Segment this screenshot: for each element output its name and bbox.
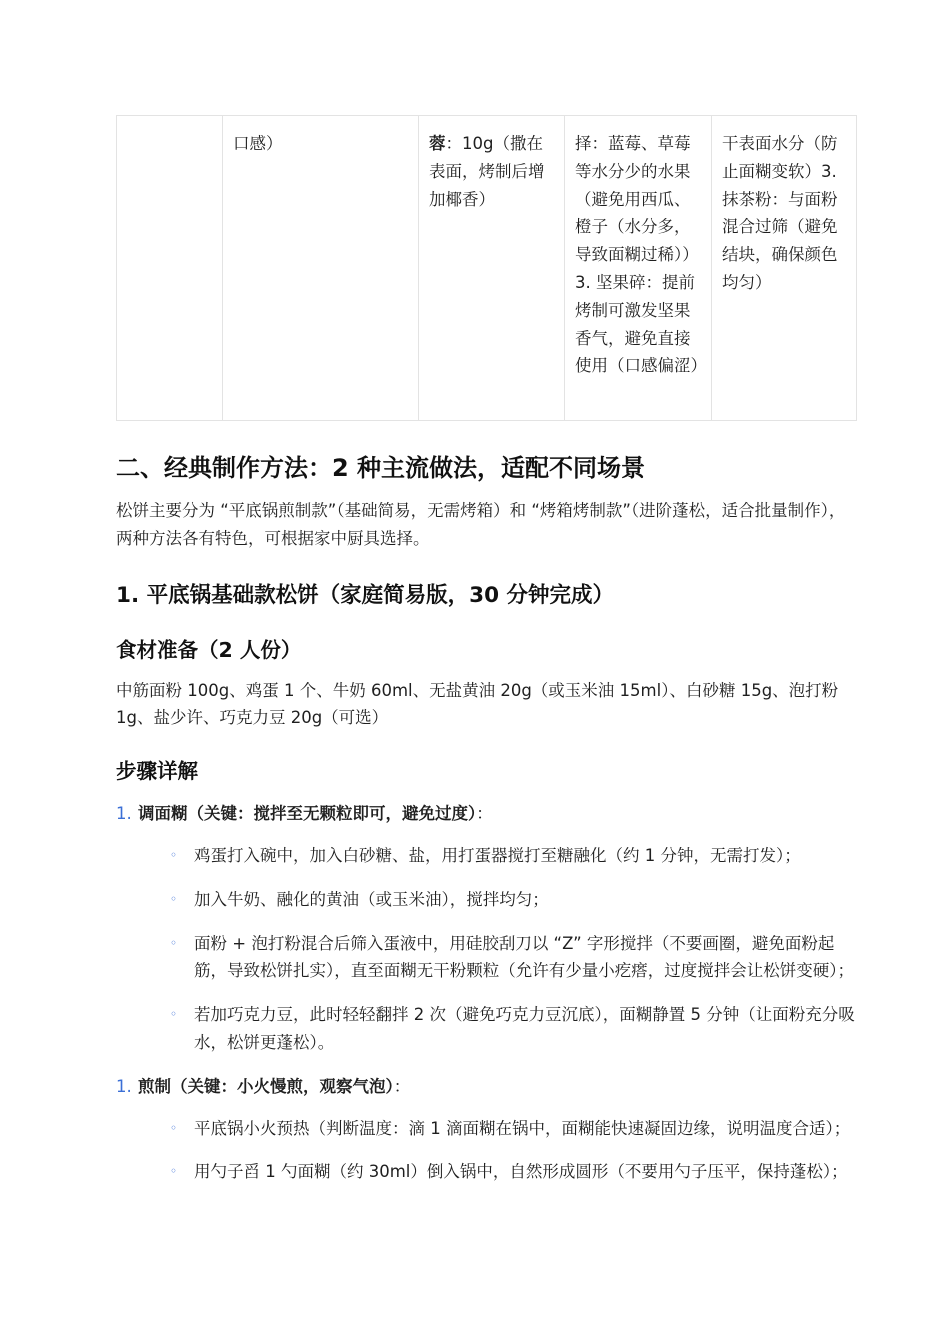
steps-heading: 步骤详解 [116, 759, 198, 784]
bullet-icon: ◦ [170, 1007, 178, 1022]
ingredients-heading: 食材准备（2 人份） [116, 637, 302, 662]
bullet-icon: ◦ [170, 847, 178, 862]
substep-list [138, 842, 856, 1057]
document-content [116, 115, 856, 1186]
bullet-icon: ◦ [170, 891, 178, 906]
bullet-icon: ◦ [170, 935, 178, 950]
list-item: ◦ 若加巧克力豆，此时轻轻翻拌 2 次（避免巧克力豆沉底），面糊静置 5 分钟（让面粉充分吸水，松饼更蓬松）。 [138, 1001, 856, 1057]
method-heading: 1. 平底锅基础款松饼（家庭简易版，30 分钟完成） [116, 582, 615, 608]
table-cell: 口感） [223, 116, 419, 421]
step-item: 1. 煎制（关键：小火慢煎，观察气泡）： ◦ 平底锅小火预热（判断温度：滴 1 滴面糊在锅中，面糊能快速凝固边缘，说明温度合适）； ◦ 用勺子舀 1 勺面糊（约 30ml）倒入锅中，自然形成圆形（不要用勺子压平，保持蓬松）； [116, 1073, 856, 1186]
table-cell: 择：蓝莓、草莓等水分少的水果（避免用西瓜、橙子（水分多，导致面糊过稀））3. 坚果碎：提前烤制可激发坚果香气，避免直接使用（口感偏涩） [565, 116, 712, 421]
table-cell: 蓉：10g（撒在表面，烤制后增加椰香） [419, 116, 565, 421]
list-item: ◦ 加入牛奶、融化的黄油（或玉米油），搅拌均匀； [138, 886, 856, 914]
section-intro: 松饼主要分为 “平底锅煎制款”（基础简易，无需烤箱）和 “烤箱烤制款”（进阶蓬松，适合批量制作），两种方法各有特色，可根据家中厨具选择。 [116, 501, 846, 548]
substep-list [138, 1115, 856, 1187]
table-row [117, 116, 857, 421]
list-item: ◦ 鸡蛋打入碗中，加入白砂糖、盐，用打蛋器搅打至糖融化（约 1 分钟，无需打发）； [138, 842, 856, 870]
comparison-table [116, 115, 857, 421]
step-item: 1. 调面糊（关键：搅拌至无颗粒即可，避免过度）： ◦ 鸡蛋打入碗中，加入白砂糖、盐，用打蛋器搅打至糖融化（约 1 分钟，无需打发）； ◦ 加入牛奶、融化的黄油（或玉米油），搅拌均匀； ◦ 面粉 + 泡打粉混合后筛入蛋液中，用硅胶刮刀以 “Z” 字形搅拌（不要画圈，避免面粉起筋，导致松饼扎实），直至面糊无干粉颗粒（允许有少量小疙瘩，过度搅拌会让松饼变硬）； ◦ 若加巧克力豆，此时轻轻翻拌 2 次（避免巧克力豆沉底），面糊静置 5 分钟（让面粉充分吸水，松饼更蓬松）。 [116, 800, 856, 1057]
section-heading: 二、经典制作方法：2 种主流做法，适配不同场景 [116, 454, 646, 482]
table-cell: 干表面水分（防止面糊变软）3. 抹茶粉：与面粉混合过筛（避免结块，确保颜色均匀） [712, 116, 857, 421]
list-item: ◦ 用勺子舀 1 勺面糊（约 30ml）倒入锅中，自然形成圆形（不要用勺子压平，保持蓬松）； [138, 1158, 856, 1186]
ingredients-text: 中筋面粉 100g、鸡蛋 1 个、牛奶 60ml、无盐黄油 20g（或玉米油 15ml）、白砂糖 15g、泡打粉 1g、盐少许、巧克力豆 20g（可选） [116, 680, 839, 728]
step-title: 调面糊（关键：搅拌至无颗粒即可，避免过度） [138, 804, 477, 824]
list-item: ◦ 平底锅小火预热（判断温度：滴 1 滴面糊在锅中，面糊能快速凝固边缘，说明温度合适）； [138, 1115, 856, 1143]
bullet-icon: ◦ [170, 1164, 178, 1179]
step-number: 1. [116, 1076, 132, 1096]
step-number: 1. [116, 804, 132, 824]
table-cell [117, 116, 223, 421]
steps-list [116, 800, 856, 1186]
list-item: ◦ 面粉 + 泡打粉混合后筛入蛋液中，用硅胶刮刀以 “Z” 字形搅拌（不要画圈，避免面粉起筋，导致松饼扎实），直至面糊无干粉颗粒（允许有少量小疙瘩，过度搅拌会让松饼变硬）； [138, 930, 856, 986]
bullet-icon: ◦ [170, 1120, 178, 1135]
step-title: 煎制（关键：小火慢煎，观察气泡） [138, 1076, 394, 1096]
